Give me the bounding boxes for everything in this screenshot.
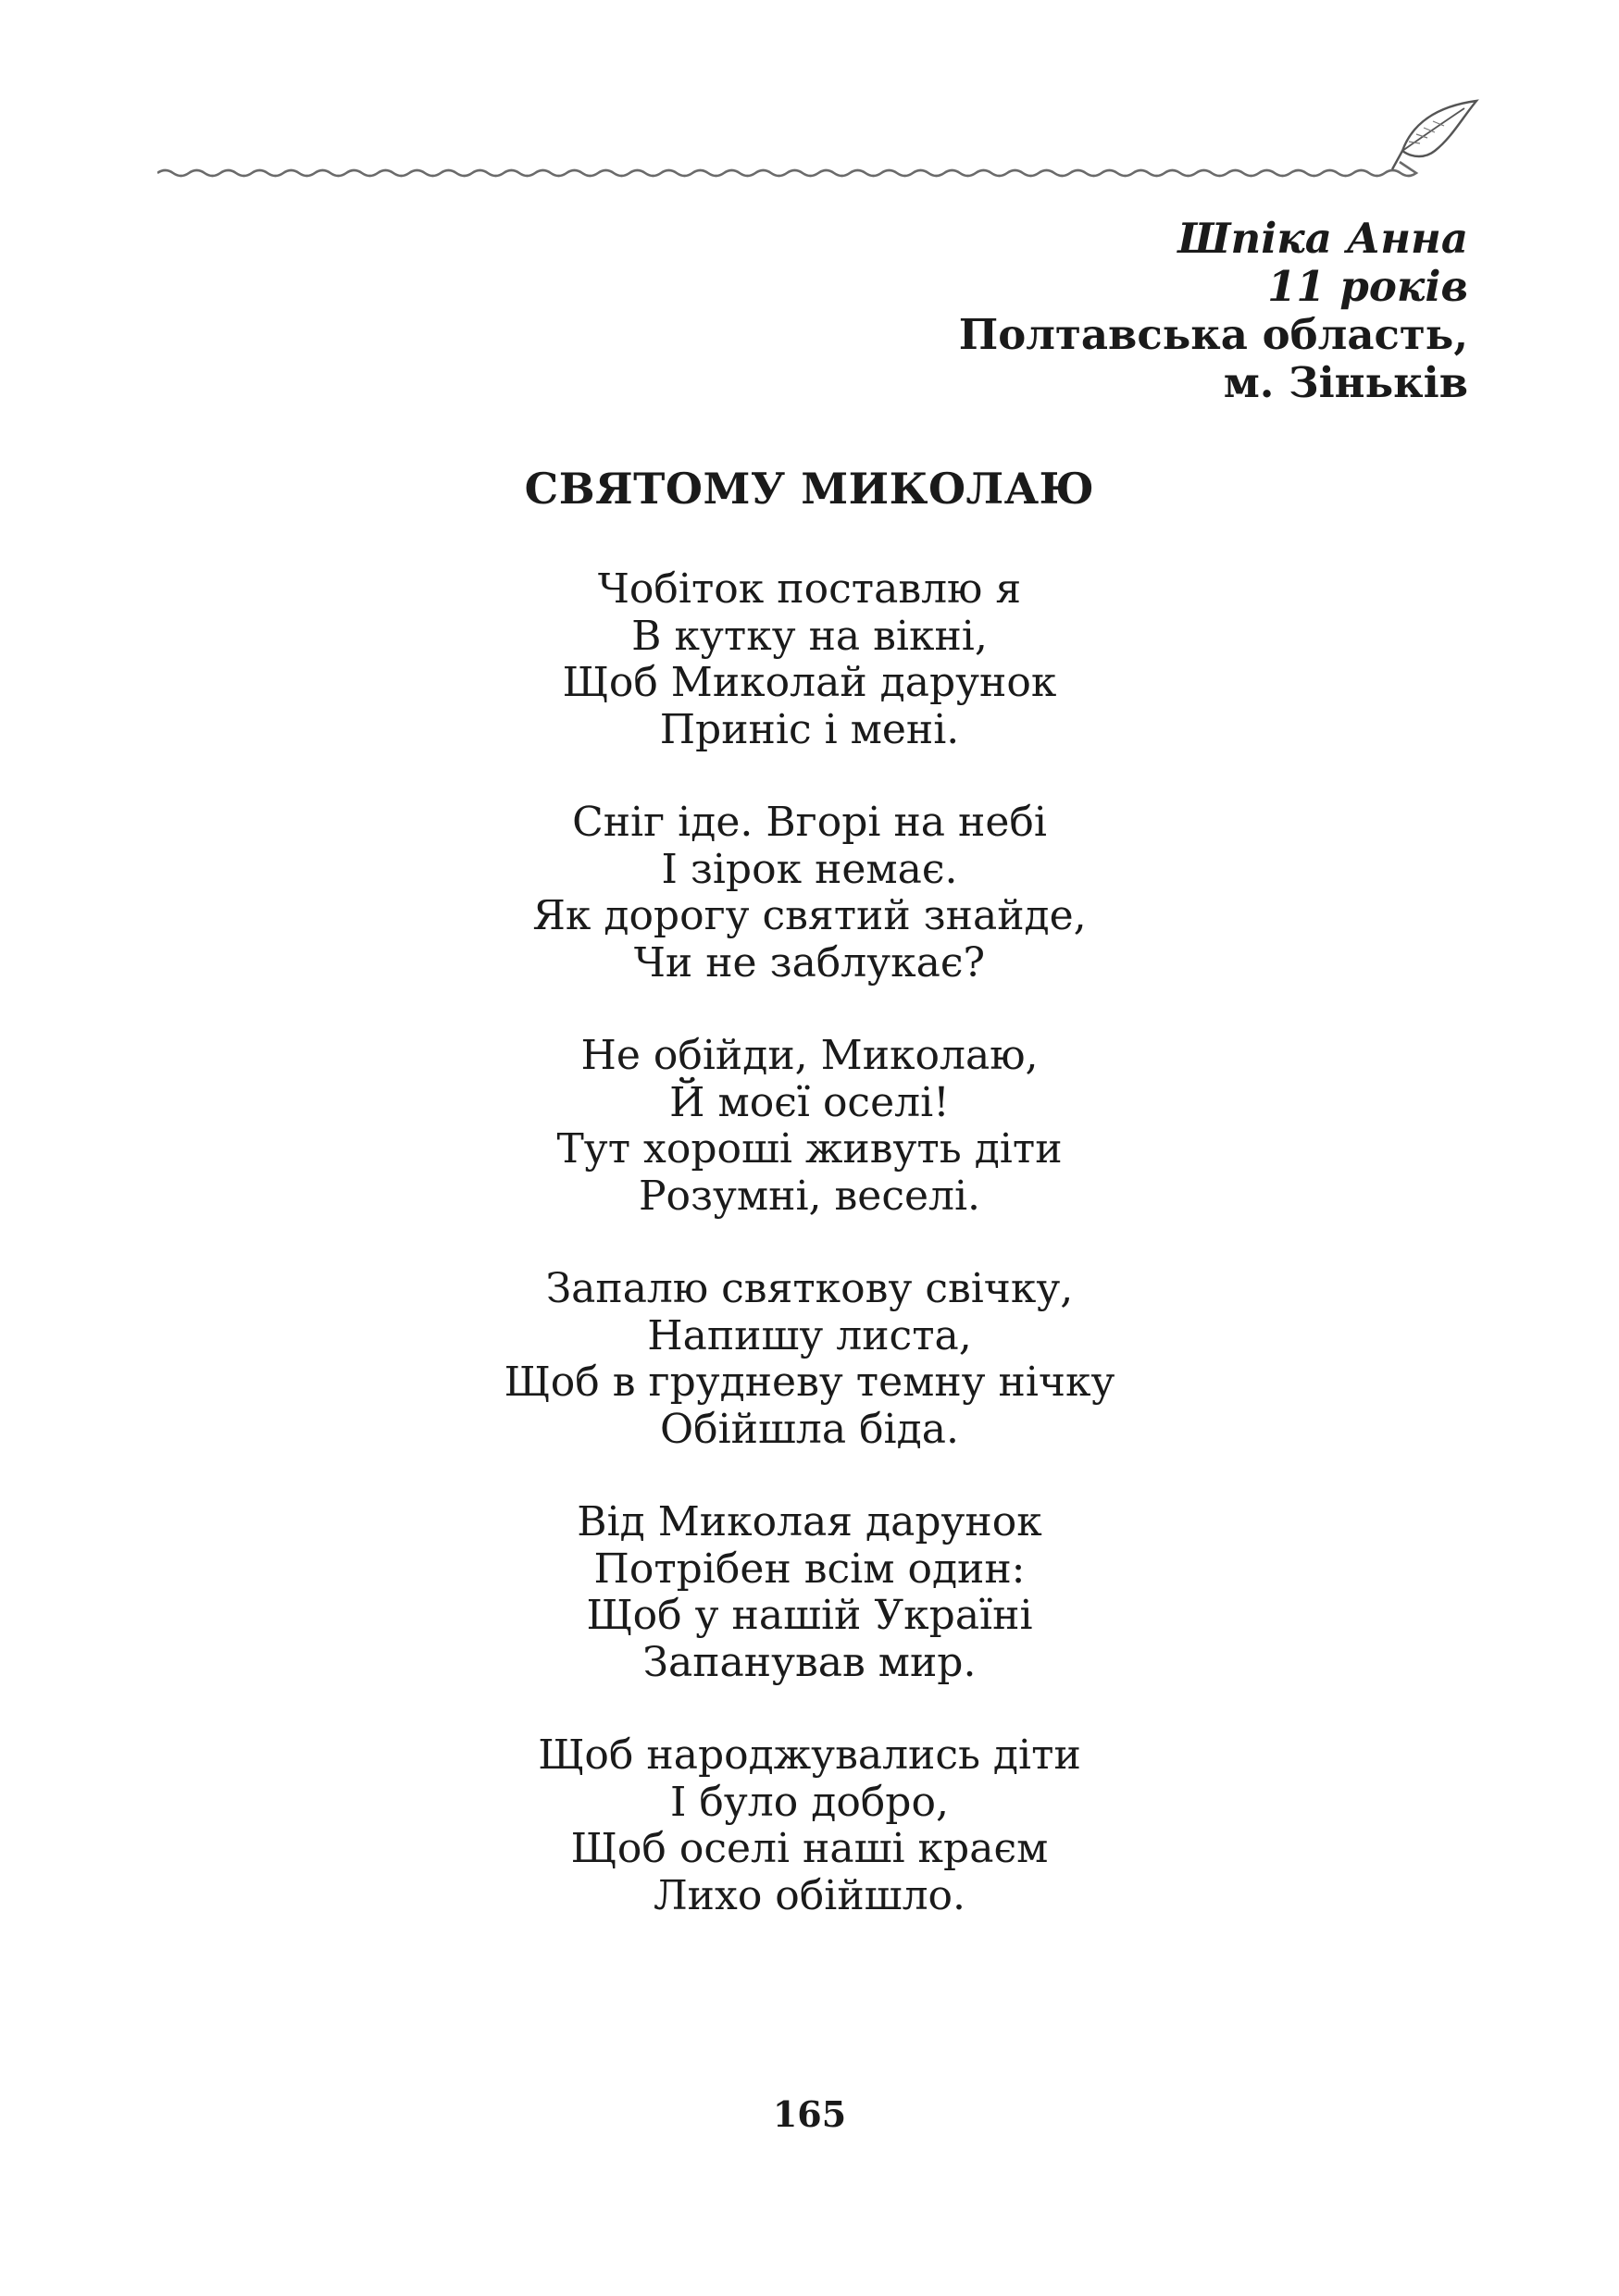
poem-line: Напишу листа,: [647, 1311, 972, 1359]
author-town: м. Зіньків: [1223, 358, 1468, 407]
stanza: [0, 800, 1619, 987]
poem-line: Щоб народжувались діти: [538, 1731, 1081, 1779]
poem-line: Лихо обійшло.: [653, 1871, 966, 1919]
poem-line: Як дорогу святий знайде,: [532, 892, 1087, 939]
poem-line: Щоб у нашій Україні: [586, 1592, 1033, 1639]
author-age: 11 років: [1267, 262, 1468, 311]
quill-icon: [1392, 101, 1476, 169]
poem-line: Чи не заблукає?: [633, 938, 986, 987]
poem-line: Розумні, веселі.: [638, 1172, 981, 1220]
poem-line: Тут хороші живуть діти: [556, 1125, 1063, 1173]
poem-line: В кутку на вікні,: [631, 612, 988, 660]
poem-line: Чобіток поставлю я: [597, 565, 1022, 613]
poem-line: Сніг іде. Вгорі на небі: [572, 799, 1047, 846]
stanza: [0, 1732, 1619, 1919]
stanza: [0, 566, 1619, 753]
poem-line: Обійшла біда.: [660, 1405, 959, 1453]
author-name: Шпіка Анна: [1177, 214, 1468, 263]
poem-line: Щоб в грудневу темну нічку: [504, 1359, 1115, 1406]
poem-line: Приніс і мені.: [659, 705, 960, 753]
wavy-line: [157, 162, 1416, 176]
author-region: Полтавська область,: [958, 310, 1468, 359]
poem-line: Не обійди, Миколаю,: [580, 1032, 1039, 1079]
poem-line: І було добро,: [670, 1778, 949, 1826]
stanza: [0, 1266, 1619, 1453]
poem-line: Потрібен всім один:: [593, 1545, 1026, 1593]
poem-line: Запанував мир.: [642, 1638, 977, 1686]
poem-line: Й моєї оселі!: [669, 1078, 950, 1126]
poem-title: СВЯТОМУ МИКОЛАЮ: [524, 464, 1095, 514]
poem-line: Щоб Миколай дарунок: [562, 659, 1057, 706]
poem-body: [0, 566, 1619, 1966]
poem-line: Запалю святкову свічку,: [545, 1265, 1074, 1312]
wavy-line-with-quill-icon: [157, 97, 1490, 199]
poem-line: Від Миколая дарунок: [577, 1498, 1042, 1545]
poem-line: І зірок немає.: [661, 845, 958, 893]
poem-line: Щоб оселі наші краєм: [570, 1825, 1049, 1872]
stanza: [0, 1499, 1619, 1686]
page-number: 165: [772, 2093, 847, 2135]
stanza: [0, 1033, 1619, 1220]
author-info: [959, 215, 1468, 407]
